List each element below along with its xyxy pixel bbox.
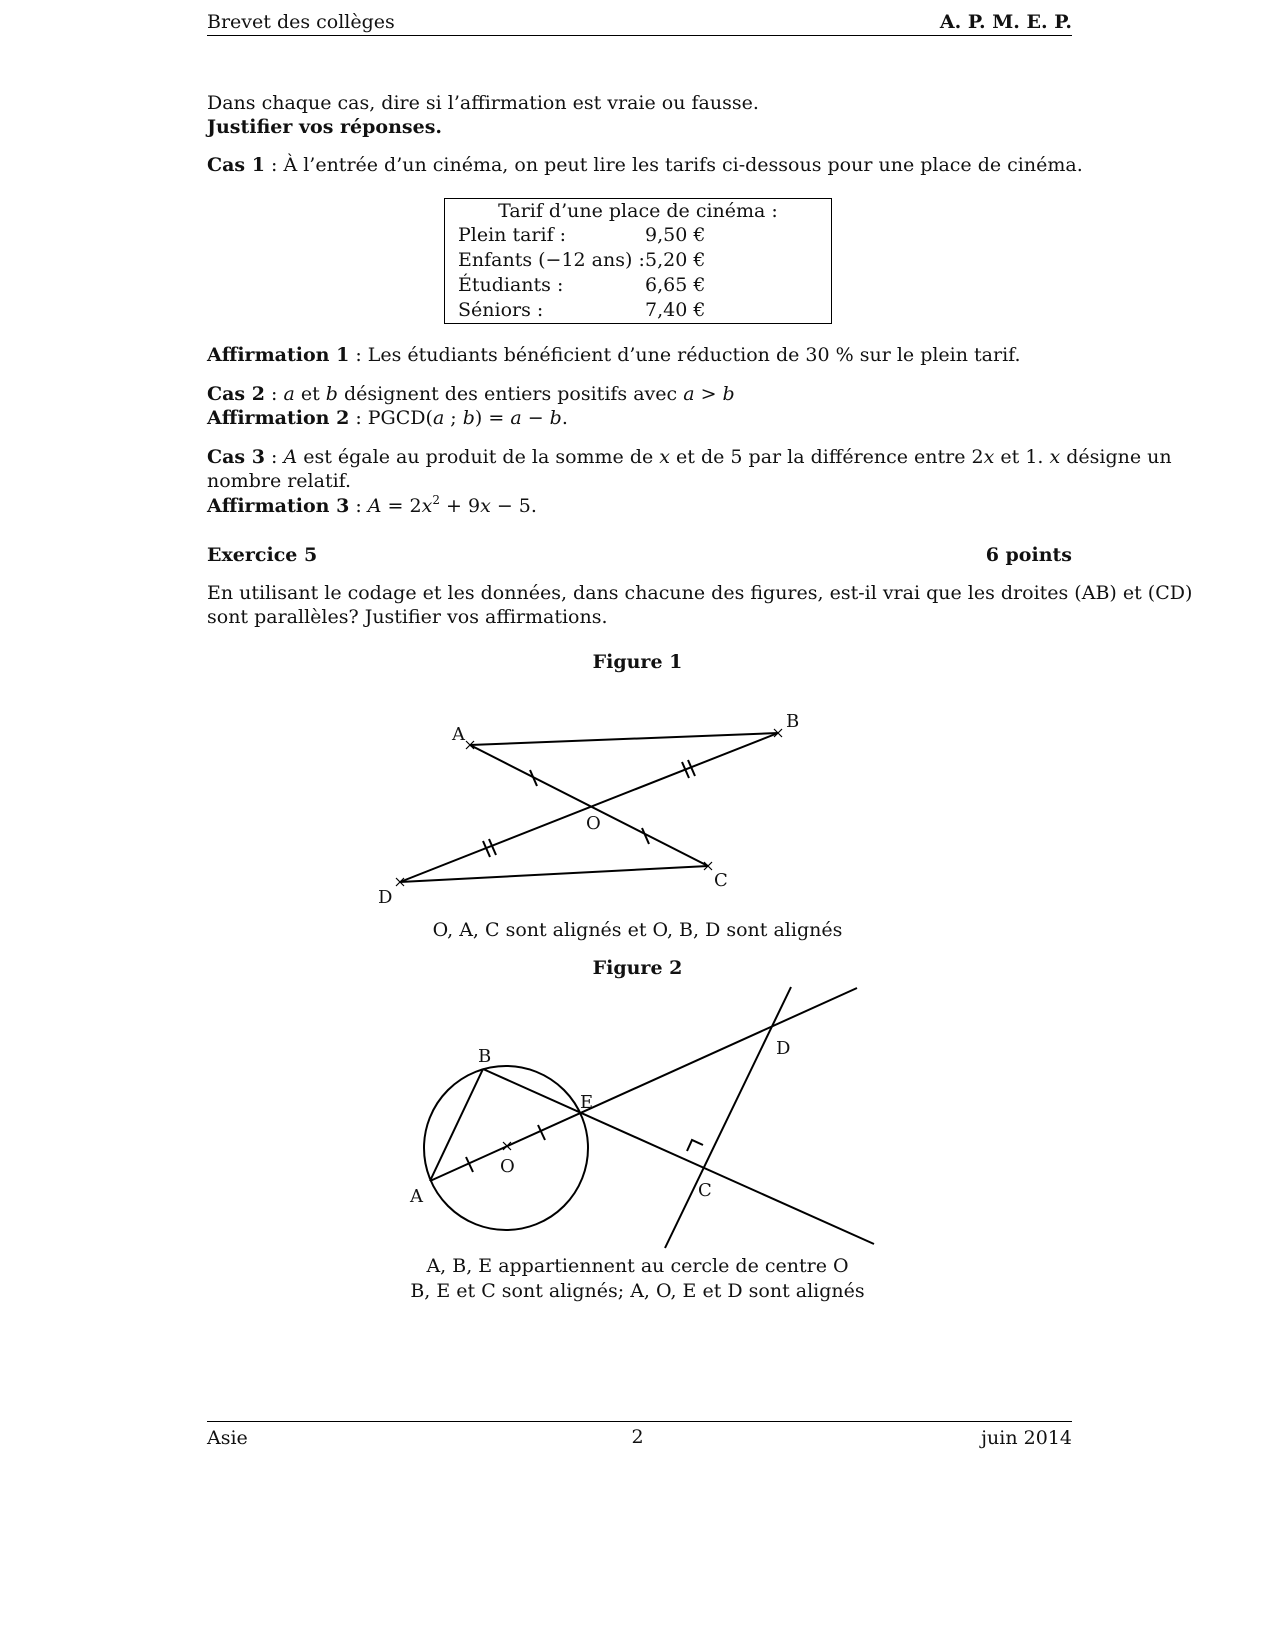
cas3-A: A [283,446,298,468]
header-left: Brevet des collèges [207,11,395,33]
exercice-text-line2: sont parallèles? Justifier vos affirmations. [207,606,608,628]
label-E: E [580,1092,594,1113]
aff2-a: a [432,407,445,429]
label-B: B [786,711,800,732]
exercice-title: Exercice 5 [207,544,318,566]
exercice-points: 6 points [985,544,1072,566]
figure2-title: Figure 2 [592,957,683,979]
label-C: C [714,870,728,891]
right-angle-mark [687,1140,703,1151]
aff2-text1: : PGCD( [349,407,433,429]
aff2-b: b [462,407,475,429]
label-A: A [410,1186,423,1207]
aff2-label: Affirmation 2 [207,407,350,429]
segment-AB [470,733,778,745]
label-C: C [698,1180,712,1201]
cas3-text: : [264,446,284,468]
aff3-A: A [367,495,382,517]
aff3-x: x [421,495,433,517]
segment-DB [400,733,778,882]
header-right: A. P. M. E. P. [939,11,1072,33]
cas3-text: est égale au produit de la somme de [297,446,660,468]
cas3-x: x [659,446,670,468]
segment-DC [400,866,708,882]
cas3-text: et 1. [994,446,1050,468]
aff1-label: Affirmation 1 [207,344,350,366]
figure1-title: Figure 1 [592,651,683,673]
cas2-et: et [294,383,326,405]
cas2-a: a [283,383,295,405]
label-D: D [378,887,393,908]
tarif-row-label: Séniors : [458,299,544,321]
intro-line1: Dans chaque cas, dire si l’affirmation est vraie ou fausse. [207,92,759,114]
tarif-row-value: 9,50 € [645,224,706,246]
cas3-text: désigne un [1060,446,1172,468]
cas2-label: Cas 2 [207,383,265,405]
tarif-row-value: 7,40 € [645,299,706,321]
intro-line2: Justifier vos réponses. [207,116,443,138]
cas2-rest: désignent des entiers positifs avec [337,383,684,405]
aff3-text: + 9 [439,495,481,517]
aff1-text: : Les étudiants bénéficient d’une réduction de 30 % sur le plein tarif. [349,344,1021,366]
aff3-text: : [349,495,368,517]
exercice-text-line1: En utilisant le codage et les données, dans chacune des figures, est-il vrai que les droites (AB) et (CD) [207,582,1193,604]
cas2-sep: : [264,383,284,405]
aff3-text: − 5. [490,495,537,517]
aff2-end: . [561,407,568,429]
label-O: O [500,1156,515,1177]
cas3-x: x [983,446,995,468]
cas1-label: Cas 1 [207,154,265,176]
cas2-ineq: a > b [683,383,735,405]
aff3-x: x [480,495,491,517]
aff2-semi: ; [444,407,463,429]
aff3-label: Affirmation 3 [207,495,350,517]
label-B: B [478,1046,492,1067]
line-AD [430,988,857,1181]
cas3-text: et de 5 par la différence entre 2 [670,446,984,468]
tarif-row-value: 6,65 € [645,274,706,296]
segment-AC [470,745,708,866]
cas3-line2: nombre relatif. [207,470,352,492]
figure2-caption-line2: B, E et C sont alignés; A, O, E et D sont alignés [410,1280,865,1302]
tarif-row-label: Enfants (−12 ans) : [458,249,645,271]
cas3-x: x [1049,446,1061,468]
label-D: D [776,1038,791,1059]
figure1-caption: O, A, C sont alignés et O, B, D sont alignés [432,919,843,941]
aff2-text2: ) = [474,407,511,429]
cas3-label: Cas 3 [207,446,265,468]
footer-rule [207,1421,1072,1422]
tarif-title: Tarif d’une place de cinéma : [498,200,778,222]
label-A: A [452,724,465,745]
circle [424,1066,588,1230]
aff2-expr: a − b [510,407,562,429]
tarif-row-label: Plein tarif : [458,224,567,246]
label-O: O [586,813,601,834]
cas2-b: b [325,383,338,405]
footer-left: Asie [207,1427,248,1449]
figure2-caption-line1: A, B, E appartiennent au cercle de centre O [426,1255,849,1277]
aff3-sup: 2 [432,493,440,507]
tarif-row-label: Étudiants : [458,274,564,296]
segment-AB [430,1069,483,1181]
cas1-text: : À l’entrée d’un cinéma, on peut lire les tarifs ci-dessous pour une place de cinéma. [264,154,1083,176]
aff3-text: = 2 [381,495,422,517]
footer-right: juin 2014 [981,1427,1072,1449]
line-CD [665,987,791,1248]
page-number: 2 [631,1426,644,1448]
tarif-row-value: 5,20 € [645,249,706,271]
